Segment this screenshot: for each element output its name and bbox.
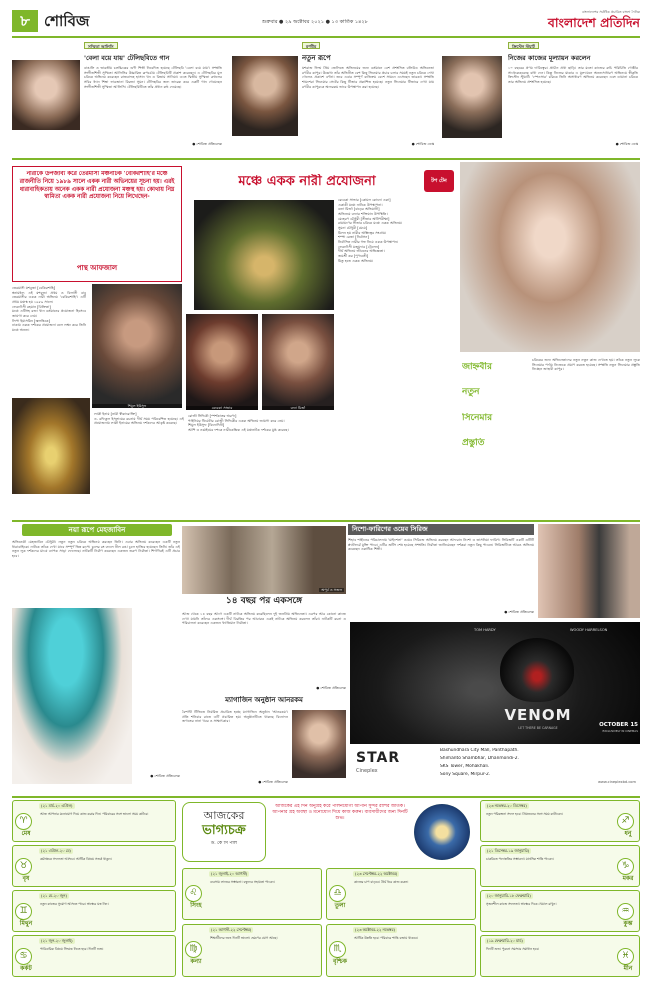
zodiac-dates: (২৩ নভেম্বর-২০ ডিসেম্বর) [487, 803, 527, 808]
ekangko-body: আজ থেকে ১৪ বছর আগে একটি নাটকে অভিনয় করেছিলেন দুই জনপ্রিয় অভিনেতা। এরপর আর কোনো কাজে দেখা যায়নি তাঁদের একসঙ্গে। দীর্ঘ বিরতির পর আবারও একই নাটকে অভিনয় করলেন তাঁরা। নাটকটি রচনা ও পরিচালনা করেছেন একজন খ্যাতিমান নির্মাতা। [182, 612, 346, 626]
ranbir-photo [232, 56, 298, 136]
venom-release-note: EXCLUSIVELY IN CINEMAS [602, 730, 638, 733]
zodiac-icon: ♌ [185, 885, 202, 902]
series-body: শিহাব শাহীনের পরিচালনায় 'মাইশেলা' ওয়েব সিরিজে অভিনয় করছেন আফরান নিশো ও তাসনিয়া ফারিণ। সিরিজটি একটি ওটিটি প্ল্যাটফর্মে মুক্তি পাবে। এটির শুটিং শেষ হয়েছে সম্প্রতি। নির্মাতা জানিয়েছেন দর্শকরা নতুন কিছু পাবেন। সিরিজটিতে আরও অভিনয় করেছেন একাধিক শিল্পী। [348, 538, 534, 552]
horoscope-section [12, 800, 640, 978]
zodiac-icon: ♒ [617, 903, 634, 920]
story-body: ১০ বছরের প্রণয় দায়িত্বের। প্রাচীন প্রথা ছাড়ি। তার মতো কাজের রুচি পরিচিতি গোষ্ঠীর সাথেকেকরেছে বাধা দেন। কিন্তু নিজের যাত্রার এ মূল্যায়নে অনন্যসাধারণ অভিনয়ে স্বীকৃতি ক্রিস্টেন স্টুয়ার্ট। 'স্পেনসার' চরিত্রে তিনি অসাধারণ অভিনয় করেছেন এবং ডায়ানা চরিত্রে তার অভিনয় প্রশংসিত হয়েছে। [508, 66, 638, 85]
cineplex-location: Bashundhara City Mall, Panthapath. [440, 748, 519, 753]
cineplex-bar [350, 744, 640, 790]
mehazabien-body: অভিনেত্রী মেহজাবিন চৌধুরী। নতুন নতুন চরিত্রে অভিনয় করছেন তিনি। এবার অভিনয় করেছেন একটি নতুন ধারাবাহিকে। নাটকে তাঁকে দেখা যাবে সম্পূর্ণ ভিন্ন রূপে। চুলের রং বদলে নীল রঙা চুলে হাজির হয়েছেন তিনি। তাঁর এই নতুন লুক দর্শকদের মাঝে ব্যাপক সাড়া ফেলেছে। নাটকটি নির্মাণ করেছেন একজন তরুণ নির্মাতা। শিগগিরই এটি প্রচার হবে। [12, 540, 180, 559]
ekangko-story [182, 524, 346, 794]
story-sushmita [12, 42, 224, 154]
story-headline: নতুন রূপে [302, 54, 331, 62]
stage-photo-bottom [12, 398, 90, 494]
zodiac-text: আজ আপনার মনোযোগ দিয়ে কাজ করার দিন। পরিবারের সঙ্গে ভালো সময় কাটবে। [40, 812, 149, 816]
venom-actor-2: WOODY HARRELSON [570, 628, 608, 632]
story-tag: ক্রিস্টেন স্টুয়ার্ট [508, 42, 539, 49]
zodiac-icon: ♑ [617, 858, 634, 875]
zodiac-text: নতুন পরিকল্পনা সফল হবে। প্রিয়জনের সঙ্গে সময় কাটাবেন। [486, 812, 563, 816]
zodiac-text: শিক্ষার্থীদের জন্য দিনটি ভালো। ভ্রমণের যোগ আছে। [210, 936, 278, 940]
cineplex-web: www.cineplexbd.com [597, 780, 636, 784]
janhvi-head-1: জাহ্নবীর [462, 362, 492, 372]
feature-intro: নারীকে উপজীব্য করে তেরমাসী মঞ্চনাটক 'বেকিরশাহি'র মঞ্চে রাজনীতি নিয়ে ১৯৮৯ সালে একক নারী অভিনয়ের সূচনা হয়। এরই ধারাবাহিকতায় অনেক একক নারী প্রযোজনা মঞ্চস্থ হয়। কোথায় নিম্ন স্বামিতা একক নারী প্রযোজনা নিয়ে লিখেছেন- [19, 171, 175, 201]
zodiac-text: চাকরিতে পদোন্নতির সম্ভাবনা। মানসিক শান্তি পাবেন। [486, 857, 554, 861]
zodiac-sign: মিথুন [19, 920, 33, 927]
zodiac-text: দিনটি শুভ। পুরনো সমস্যার সমাধান হবে। [486, 947, 540, 951]
zodiac-wheel-icon [414, 804, 470, 860]
shimul-photo [92, 284, 182, 408]
zodiac-icon: ♏ [329, 941, 346, 958]
zodiac-sign: মকর [622, 875, 634, 882]
zodiac-dates: (২১ এপ্রিল-২০ মে) [41, 848, 71, 853]
feature-section [12, 162, 640, 522]
rashi-card [480, 890, 640, 932]
issue-date: শুক্রবার ● ২৯ অক্টোবর ২০২১ ● ১৩ কার্তিক ১৪২৮ [262, 19, 368, 25]
top-ten-logo: টপ টেন [424, 170, 454, 192]
newspaper-logo: বাংলাদেশ প্রতিদিন [547, 15, 640, 30]
rashi-card [326, 924, 476, 977]
zodiac-dates: (২১ জুন-২০ জুলাই) [41, 938, 73, 943]
magazine-credit: ● শোবিজ প্রতিবেদক [258, 780, 288, 784]
zodiac-dates: (২১ মার্চ-২০ এপ্রিল) [41, 803, 73, 808]
venom-release: OCTOBER 15 [599, 722, 638, 728]
story-tag: রণবীর [302, 42, 320, 49]
rashi-card [12, 935, 176, 977]
story-credit: ● শোবিজ ডেস্ক [411, 142, 434, 146]
magazine-title: ম্যাগাজিন অনুষ্ঠান আনরকম [225, 696, 303, 704]
story-headline: নিজের কাজের মূল্যায়ন করলেন [508, 54, 591, 62]
photo-caption: শিমুল ইউসুফ [92, 404, 182, 408]
zodiac-text: পারিবারিক বিষয়ে সিদ্ধান্ত নিতে হবে। দিনটি শুভ। [40, 947, 104, 951]
section-rule [12, 796, 640, 798]
janhvi-body: চরিত্রের জন্য অভিনেতাদের নতুন নতুন কাজ দেখতে হয়। তাঁকে নতুন লুকে সিনেমার পর্দায় নিজেকে প্রমাণ করতে হয়েছে। সম্প্রতি নতুন সিনেমার প্রস্তুতি নিচ্ছেন জাহ্নবী কাপুর। [532, 358, 640, 372]
header-rule [12, 36, 640, 38]
zodiac-icon: ♉ [15, 858, 32, 875]
zodiac-sign: কন্যা [190, 958, 202, 965]
zodiac-dates: (২১ জুলাই-২০ আগস্ট) [211, 871, 248, 876]
zodiac-icon: ♎ [329, 885, 346, 902]
feature-author: পান্থ আফজাল [76, 264, 118, 272]
series-story [348, 524, 640, 620]
venom-face-icon [500, 638, 574, 702]
feature-intro-box [12, 166, 182, 282]
ekangko-title: ১৪ বছর পর একসঙ্গে [225, 596, 303, 606]
zodiac-icon: ♓ [617, 948, 634, 965]
rashi-card [182, 868, 322, 920]
venom-subtitle: LET THERE BE CARNAGE [518, 726, 558, 730]
zodiac-sign: ধনু [624, 830, 632, 837]
zodiac-sign: তুলা [334, 902, 346, 909]
zodiac-text: ব্যবসায় লাভের সম্ভাবনা। বন্ধুদের সহায়তা পাবেন। [210, 880, 275, 884]
feature-col-right: রেবেকা সাভার [কোমল কোনো একা] একাকী মঞ্চে নাটকে উপস্থাপনা। বন্যা মির্জা [ঝড়ের অভিমানী] অভিনয়ে বন্যার শক্তিমান উপস্থিতি। মেহেরণ চৌধুরী [সীতার অগ্নিপরীক্ষা] রামায়ণের সীতার চরিত্রে মঞ্চে একক অভিনয়। সুমনা চৌধুরী [মেয়ে] মিলন হয় নারীর অস্তিত্বের সংগ্রাম। শম্পা রেজা [নির্বাসন] নির্বাসিত নারীর গল্প নিয়ে একক উপস্থাপন। ফেরদৌসী মজুমদার [ট্রেলেন] দীর্ঘ অভিনয় জীবনের অভিজ্ঞতা। জয়শ্রী কর [পুণ্যবতী] মিতু হতে একক অভিনয়। [338, 198, 403, 263]
zodiac-dates: (২১ মে-২০ জুন) [41, 893, 67, 898]
zodiac-sign: মেষ [21, 830, 31, 837]
magazine-photo [292, 710, 346, 778]
rebeka-photo [186, 314, 258, 410]
cineplex-sub: Cineplex [356, 768, 378, 774]
feature-col-third: রোজী সিদ্দিকী [স্পর্শকাতর অরণ্য] পাইনিয়র থিয়েটার রোজী সিদ্দিকীর একক অভিনয় জায়গা করে নেয়। শিমুল ইউসুফ [বিনোদিনী] আশি ও নব্বইয়ের দশকে নারীকেন্দ্রিক এই মঞ্চনাটক দর্শকের মুগ্ধ করেছে। [188, 414, 289, 433]
story-credit: ● শোবিজ ডেস্ক [615, 142, 638, 146]
zodiac-text: আর্থিক উন্নতি হবে। পরিবারে শান্তি বজায় থাকবে। [354, 936, 418, 940]
feature-col-mid: লাকী ইনাম [নারী স্বীকারোক্তি] ড. রফিকুল ইসলামের রচনায় দীর্ঘ সময় পরিবেশিত হয়েছে। এই প্রযোজনায় লাকী ইনামের অভিনয় দর্শকদের আকৃষ্ট করেছে। [94, 412, 184, 426]
zodiac-sign: বৃশ্চিক [332, 958, 347, 965]
janhvi-head-2: নতুন [462, 387, 480, 398]
zodiac-sign: কুম্ভ [623, 920, 633, 927]
magazine-body: বৈশাখী টিভিতে নিয়মিত প্রচারিত হচ্ছে ম্যাগাজিন অনুষ্ঠান 'আনরকম'। প্রতি শনিবার রাতে এটি প্রচারিত হয়। অনুষ্ঠানটিতে থাকছে বিনোদন জগতের নানা খবর ও সাক্ষাৎকার। [182, 710, 288, 724]
rashi-card [480, 845, 640, 887]
section-rule [12, 158, 640, 160]
story-ranbir [232, 42, 436, 154]
zodiac-dates: (২১ ডিসেম্বর-১৯ জানুয়ারি) [487, 848, 530, 853]
section-title: শোবিজ [44, 12, 90, 30]
horoscope-title-2: ভাগ্যচক্র [202, 822, 246, 838]
mehazabien-photo [12, 608, 132, 784]
series-title: নিশো-ফারিণের ওয়েব সিরিজ [348, 524, 534, 535]
mehazabien-story [12, 524, 180, 794]
zodiac-dates: (২০ জানুয়ারি-১৮ ফেব্রুয়ারি) [487, 893, 531, 898]
bonna-photo [262, 314, 334, 410]
zodiac-icon: ♍ [185, 941, 202, 958]
rashi-card [480, 935, 640, 977]
photo-caption: বন্যা মির্জা [262, 406, 334, 410]
cineplex-location: Shimanto Shambhar, Dhanmondi-2. [440, 756, 519, 761]
story-body: যশরাজ ফিল্ম প্রিয় জেলিতে অভিনয়ের জন্য বর্তমানে বেশ প্রশংসিত বলিউড অভিনেতা রণবীর কাপুর। উল্লেখ্য তাঁর অভিনীত বেশ কিছু সিনেমার প্রচার চলার সময়ই নতুন চরিত্রে দেখা গেলেও প্রকাশে বর্ণনা। তবে এবার সম্পূর্ণ ব্যতিক্রম বেশে সামনে এসেছেন তারকা। সম্প্রতি শামশেরা সিনেমার সেটের কিছু টিজার প্রকাশিত হয়েছে। নতুন সিনেমার টিজারে দেখা যায় রণবীর কাপুরকে অন্যরকম ভাবে উপস্থাপন করা হয়েছে। [302, 66, 434, 89]
zodiac-icon: ♐ [617, 813, 634, 830]
series-photo [538, 524, 640, 618]
series-credit: ● শোবিজ প্রতিবেদক [504, 610, 534, 614]
zodiac-dates: (১৯ ফেব্রুয়ারি-২০ মার্চ) [487, 938, 523, 943]
mehazabien-title: নয়া রূপে মেহজাবিন [22, 524, 172, 536]
section-rule [12, 520, 640, 522]
zodiac-text: সৃজনশীল কাজে সফলতা। স্বাস্থ্যের দিকে খেয়াল রাখুন। [486, 902, 557, 906]
rashi-card [182, 924, 322, 977]
mehazabien-credit: ● শোবিজ প্রতিবেদক [150, 774, 180, 778]
zodiac-sign: সিংহ [190, 902, 202, 909]
logo-tagline: বাংলাদেশের সর্বাধিক প্রচারিত বাংলা দৈনিক [582, 10, 640, 14]
zodiac-icon: ♋ [15, 948, 32, 965]
zodiac-sign: বৃষ [22, 875, 30, 882]
cineplex-location: SKS Tower, Mohakhali. [440, 764, 490, 769]
story-credit: ● শোবিজ প্রতিবেদক [192, 142, 222, 146]
sushmita-photo [12, 60, 80, 130]
venom-actor-1: TOM HARDY [474, 628, 496, 632]
feature-col-left: তেরমাসী যশবুজা [বেকিরশাহি] স্বনামধন্য এই যশবুজা প্রথম ও বিলাসী বাবু তেরমাসীর একক নারী অভিনয় 'বেকিরশাহি'। এটি প্রথম মঞ্চস্থ হয় ১৯৮৯ সালে। ফেরদৌসী রহমান [বিক্রিতা] মঞ্চে এটিসহ রজা খান বর্তমানের প্রযোজনা হিসেবে জায়গা করে নেয়। লিপা ইয়াসমিন [জ্বলন্তিকে] ঢাকায় একক দর্শকের প্রযোজনা বলে লক্ষ্য করে তিনি মঞ্চে অনন্য। [12, 286, 86, 333]
horoscope-title-1: আজকের [203, 809, 245, 822]
zodiac-icon: ♊ [15, 903, 32, 920]
dancer-photo [194, 200, 334, 310]
rashi-card [326, 868, 476, 920]
story-body: বাঙালি ও ভারতীয় চলচ্চিত্রের গুণী শিল্পী নিবেদিত হয়েছে টেলিছবি 'বেলা বয়ে যায়'। সম্প্রতি সংগীতশিল্পী সুস্মিতা আলিসির উচ্চারিত রূপচর্চায় টেলিছবিটি প্রকাশ করেছেন। এ টেলিছবির মূল চরিত্রে অভিনয় করেছেন রাজবাদ্দহ হাসান খন ও রিভাম সানিয়া। এতে দ্বিতীয় সুস্মিতা রুহুলের সবির ধ্যান শিল্পা ফারজানা মিরজা সুমন। টেলিছবির জন্য তারেক করে একটি গান গেয়েছেন সংগীতশিল্পী সুস্মিতা আলিসি। টেলিছবিটিতে তাঁর প্রধান কন্ঠ দেয়েছে। [84, 66, 222, 89]
zodiac-dates: (২৩ অক্টোবর-২২ নভেম্বর) [355, 927, 395, 932]
rashi-card [12, 845, 176, 887]
janhvi-head-4: প্রস্তুতি [462, 437, 485, 448]
venom-ad [350, 622, 640, 790]
ekangko-photo [182, 526, 346, 594]
janhvi-head-3: সিনেমার [462, 412, 493, 423]
zodiac-text: কাজের চাপ বাড়বে। ধৈর্য ধরে কাজ করুন। [354, 880, 409, 884]
zodiac-sign: কর্কট [20, 965, 32, 972]
horoscope-intro: আজকের এই দিন অনুগ্রহ করে পালনযোগ্য আপনি সুন্দর রাশির জাতক। আপনার গ্রহ অবস্থা ও মনোযোগ দিয়ে কাজ করুন। ব্যবসায়ীদের জন্য দিনটি শুভ। [272, 804, 408, 821]
rashi-card [12, 800, 176, 842]
rashi-card [480, 800, 640, 842]
story-headline: 'বেলা বয়ে যায়' টেলিছবিতে গান [84, 54, 170, 62]
janhvi-photo [460, 162, 640, 352]
zodiac-icon: ♈ [15, 813, 32, 830]
zodiac-text: নতুন কাজের সুযোগ আসতে পারে। স্বাস্থ্যের যত্ন নিন। [40, 902, 109, 906]
zodiac-dates: (২১ আগস্ট-২২ সেপ্টেম্বর) [211, 927, 252, 932]
zodiac-text: কর্মক্ষেত্রে সফলতা আসবে। আর্থিক বিষয়ে সতর্ক থাকুন। [40, 857, 112, 861]
zodiac-sign: মীন [623, 965, 633, 972]
story-tag: সুস্মিতা আলিসি [84, 42, 118, 49]
photo-caption: রেবেকা সাভার [186, 406, 258, 410]
janhvi-headline [462, 362, 528, 449]
rashi-card [12, 890, 176, 932]
zodiac-dates: (২৩ সেপ্টেম্বর-২২ অক্টোবর) [355, 871, 398, 876]
page-header [12, 10, 640, 36]
story-kristen [442, 42, 640, 154]
venom-title: VENOM [504, 706, 572, 724]
cineplex-brand: STAR [356, 750, 401, 766]
ekangko-credit: ● শোবিজ প্রতিবেদক [316, 686, 346, 690]
kristen-photo [442, 56, 502, 138]
cineplex-location: Sony Square, Mirpur-2. [440, 772, 491, 777]
page-number: ৮ [12, 10, 38, 32]
photo-caption: অপূর্ব ও সজল [321, 587, 342, 592]
feature-headline: মঞ্চে একক নারী প্রযোজনা [238, 174, 376, 189]
horoscope-title-box [182, 802, 266, 862]
horoscope-author: ড. কে সি পাল [211, 841, 237, 846]
